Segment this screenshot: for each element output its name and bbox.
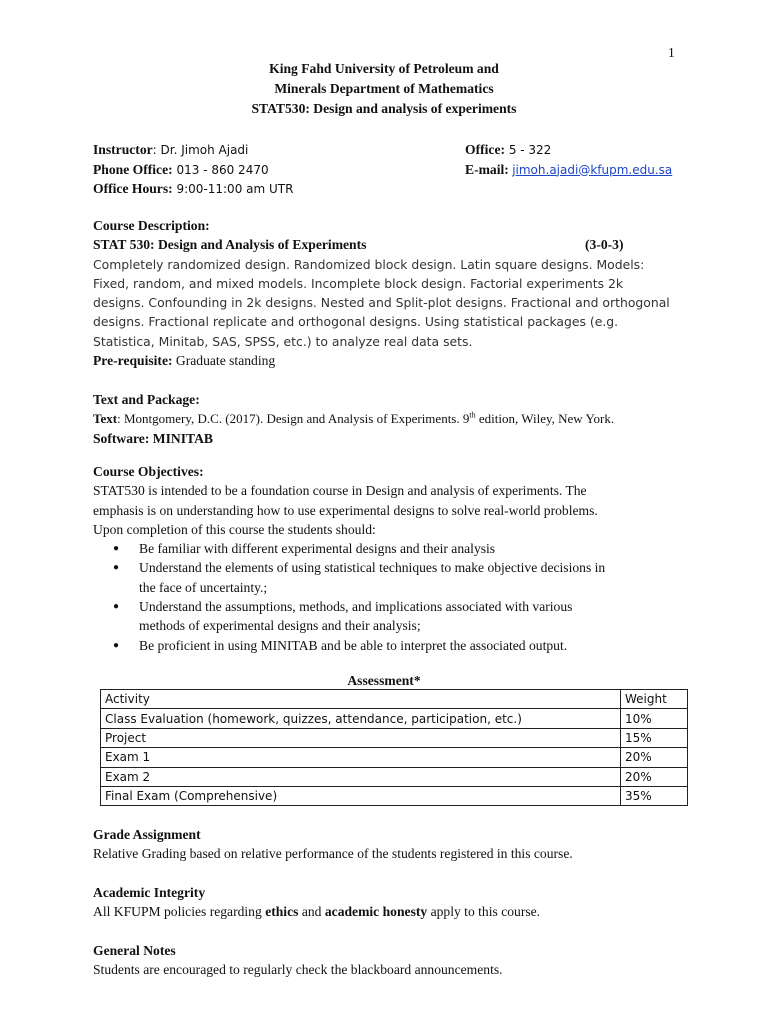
assessment-heading: Assessment* [347, 673, 421, 688]
phone-value: 013 - 860 2470 [172, 162, 269, 177]
hours-value: 9:00-11:00 am UTR [172, 182, 294, 196]
text-label: Text [93, 411, 118, 427]
table-cell: Exam 2 [101, 767, 621, 786]
header-line-2: Minerals Department of Mathematics [274, 81, 494, 96]
objectives-intro-line: emphasis is on understanding how to use experimental designs to solve real-world problems. [93, 502, 598, 518]
assessment-table [100, 689, 688, 806]
course-title: STAT 530: Design and Analysis of Experiments [93, 237, 367, 253]
integrity-heading: Academic Integrity [93, 885, 206, 900]
table-row [101, 728, 688, 747]
description-line: designs. Confounding in 2k designs. Nested and Split-plot designs. Fractional and orthogonal [93, 295, 670, 311]
text-and-package [93, 390, 693, 448]
table-cell: 15% [621, 728, 688, 747]
description-line: Completely randomized design. Randomized block design. Latin square designs. Models: [93, 256, 645, 272]
software-value: : MINITAB [144, 430, 213, 446]
table-cell: Exam 1 [101, 748, 621, 767]
text-superscript: th [469, 410, 476, 420]
document-header [0, 59, 768, 119]
notes-heading: General Notes [93, 943, 176, 958]
course-credits: (3-0-3) [585, 237, 624, 253]
table-header-row [101, 690, 688, 709]
table-cell: Project [101, 728, 621, 747]
table-cell: 10% [621, 709, 688, 728]
grade-heading: Grade Assignment [93, 827, 201, 842]
table-cell: Class Evaluation (homework, quizzes, attendance, participation, etc.) [101, 709, 621, 728]
email-link[interactable]: jimoh.ajadi@kfupm.edu.sa [512, 162, 673, 177]
academic-integrity [93, 883, 693, 922]
objectives-heading: Course Objectives: [93, 464, 204, 479]
bullet-icon: ● [113, 601, 120, 613]
prereq-value: Graduate standing [172, 353, 276, 369]
instructor-value: : Dr. Jimoh Ajadi [152, 143, 249, 157]
phone-label: Phone Office: [93, 161, 173, 177]
table-cell: Final Exam (Comprehensive) [101, 786, 621, 805]
header-line-1: King Fahd University of Petroleum and [269, 61, 499, 76]
objectives-intro-line: Upon completion of this course the students should: [93, 521, 376, 537]
header-line-3: STAT530: Design and analysis of experiments [251, 101, 517, 116]
text-value-end: edition, Wiley, New York. [475, 411, 615, 427]
prereq-label: Pre-requisite: [93, 353, 173, 369]
text-value: : Montgomery, D.C. (2017). Design and Analysis of Experiments. 9 [117, 411, 470, 427]
bullet-icon: ● [113, 543, 120, 555]
bullet-icon: ● [113, 562, 120, 574]
table-row [101, 748, 688, 767]
notes-text: Students are encouraged to regularly check the blackboard announcements. [93, 962, 503, 978]
list-item: ● Be familiar with different experimental designs and their analysis [93, 539, 693, 558]
course-description [93, 216, 693, 370]
text-package-heading: Text and Package: [93, 392, 200, 407]
email-label: E-mail: [465, 161, 509, 177]
integrity-honesty: academic honesty [324, 904, 428, 920]
table-header-cell: Weight [621, 690, 688, 709]
office-value: 5 - 322 [505, 143, 552, 157]
description-line: designs. Fractional replicate and orthogonal designs. Using statistical packages (e.g. [93, 314, 619, 330]
software-label: Software [93, 430, 145, 446]
grade-assignment [93, 825, 693, 864]
table-row [101, 786, 688, 805]
objectives-list [93, 539, 693, 655]
course-objectives [93, 462, 693, 655]
integrity-text: All KFUPM policies regarding [93, 904, 266, 920]
integrity-text-end: apply to this course. [427, 904, 541, 920]
table-cell: 35% [621, 786, 688, 805]
integrity-text-mid: and [298, 904, 325, 920]
page-number: 1 [668, 45, 675, 60]
integrity-ethics: ethics [265, 904, 299, 920]
list-item: ● Understand the elements of using statistical techniques to make objective decisions in the face of uncertainty.; [113, 560, 606, 595]
table-row [101, 767, 688, 786]
description-heading: Course Description: [93, 218, 210, 233]
general-notes [93, 941, 693, 980]
list-item: ● Be proficient in using MINITAB and be able to interpret the associated output. [93, 636, 693, 655]
table-row [101, 709, 688, 728]
office-label: Office: [465, 142, 505, 157]
table-cell: 20% [621, 748, 688, 767]
list-item: ● Understand the assumptions, methods, and implications associated with various methods of experimental designs and their analysis; [113, 599, 573, 634]
description-line: Fixed, random, and mixed models. Incomplete block design. Factorial experiments 2k [93, 275, 624, 291]
instructor-label: Instructor [93, 142, 153, 157]
grade-text: Relative Grading based on relative performance of the students registered in this course. [93, 846, 573, 862]
table-header-cell: Activity [101, 690, 621, 709]
table-cell: 20% [621, 767, 688, 786]
contact-info [93, 140, 713, 199]
bullet-icon: ● [113, 639, 120, 651]
hours-label: Office Hours: [93, 181, 173, 196]
description-line: Statistica, Minitab, SAS, SPSS, etc.) to analyze real data sets. [93, 333, 473, 349]
objectives-intro-line: STAT530 is intended to be a foundation course in Design and analysis of experiments. The [93, 483, 587, 499]
